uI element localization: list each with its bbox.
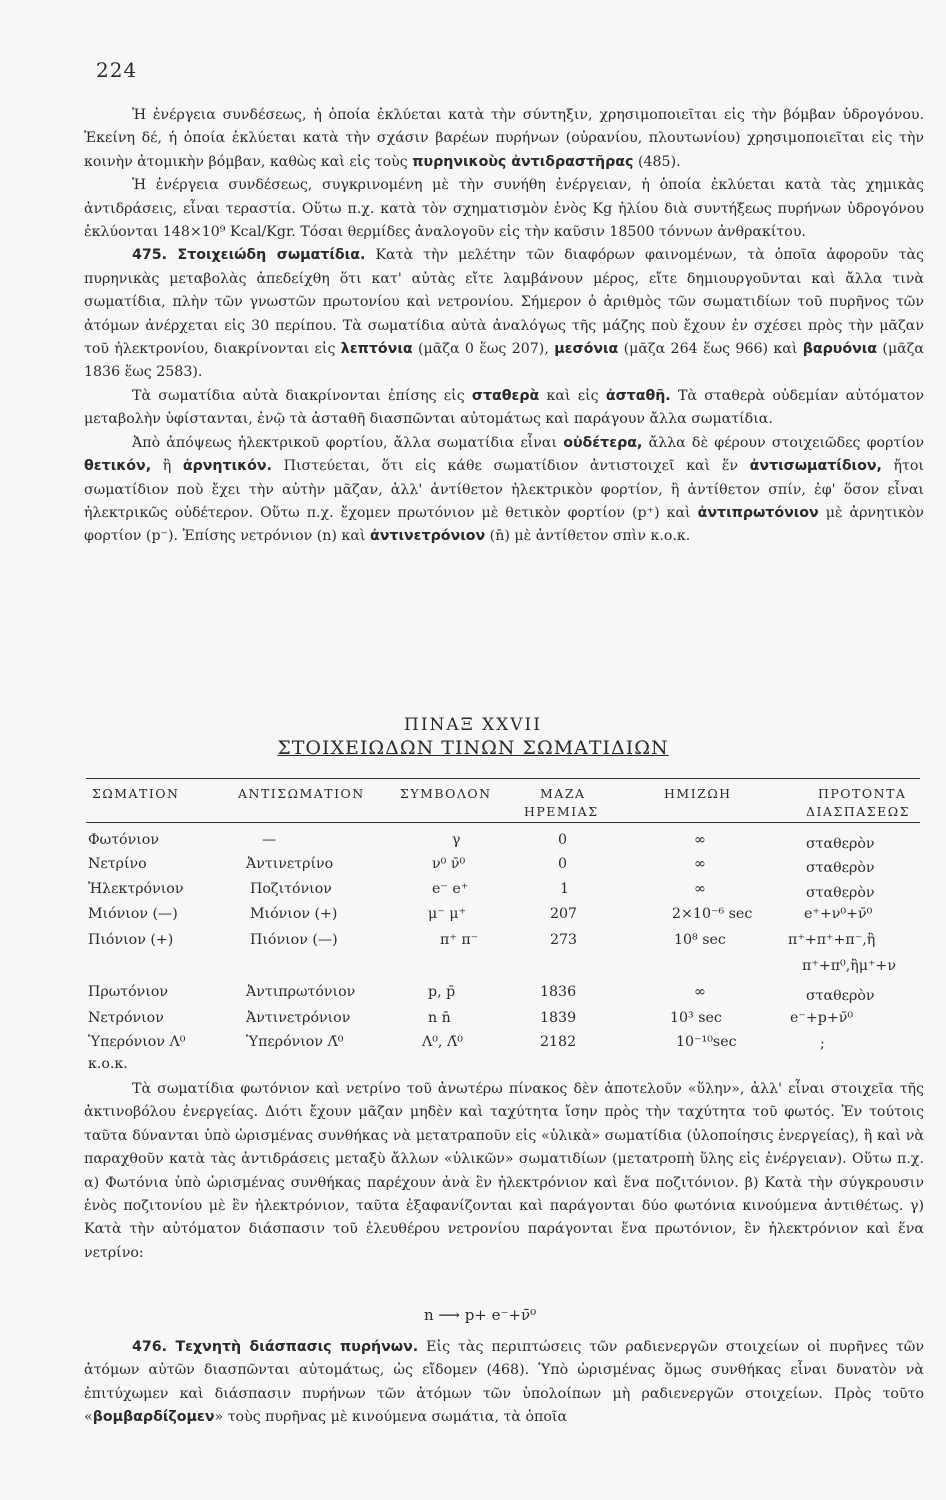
cell-decay-alt: π⁺+π⁰,ἢμ⁺+ν — [802, 958, 896, 974]
cell-particle: Μιόνιον (—) — [88, 906, 178, 922]
table-subtitle: ΣΤΟΙΧΕΙΩΔΩΝ ΤΙΝΩΝ ΣΩΜΑΤΙΔΙΩΝ — [277, 737, 669, 759]
neutron-decay-equation: n ⟶ p+ e⁻+ν̄⁰ — [424, 1306, 537, 1324]
section-476: 476. Τεχνητὴ διάσπασις πυρήνων. Εἰς τὰς περιπτώσεις τῶν ραδιενεργῶν στοιχείων οἱ πυρῆνες τῶν ἀτόμων αὐτῶν διασπῶνται αὐτομάτως, ὡς εἴδομεν (468). Ὑπὸ ὡρισμένας ὅμως συνθήκας εἶναι δυνατὸν νὰ ἐπιτύχωμεν καὶ διάσπασιν πυρήνων τῶν ἀτόμων τῶν ὑπολοίπων μὴ ραδιενεργῶν στοιχείων. Πρὸς τοῦτο «βομβαρδίζομεν» τοὺς πυρῆνας μὲ κινούμενα σωμάτια, τὰ ὁποῖα — [84, 1339, 924, 1426]
cell-antiparticle: Ἀντινετρίνο — [246, 856, 334, 872]
section-476-heading: 476. Τεχνητὴ διάσπασις πυρήνων. — [132, 1339, 419, 1355]
section-475-heading: 475. Στοιχειώδη σωματίδια. — [132, 247, 366, 264]
cell-antiparticle: Πιόνιον (—) — [250, 932, 338, 948]
table-top-rule — [86, 778, 920, 779]
paragraph-stability: Τὰ σωματίδια αὐτὰ διακρίνονται ἐπίσης εἰς σταθερὰ καὶ εἰς ἀσταθῆ. Τὰ σταθερὰ οὐδεμίαν αὐτόματον μεταβολὴν ὑφίστανται, ἐνῷ τὰ ἀσταθῆ διασπῶνται αὐτομάτως καὶ παράγουν ἄλλα σωματίδια. — [84, 387, 925, 428]
header-halflife: ΗΜΙΖΩΗ — [664, 786, 732, 801]
header-mass-rest: ΗΡΕΜΙΑΣ — [524, 804, 599, 819]
cell-halflife: 10⁻¹⁰sec — [676, 1034, 737, 1050]
cell-antiparticle: — — [262, 832, 277, 848]
header-antiparticle: ΑΝΤΙΣΩΜΑΤΙΟΝ — [238, 786, 365, 801]
cell-particle: Ἠλεκτρόνιον — [88, 881, 184, 897]
cell-mass: 0 — [558, 832, 568, 848]
cell-mass: 0 — [558, 856, 568, 872]
cell-particle: Φωτόνιον — [88, 832, 159, 848]
cell-decay: σταθερὸν — [806, 885, 875, 901]
cell-particle: Πιόνιον (+) — [88, 932, 174, 948]
section-475: 475. Στοιχειώδη σωματίδια. Κατὰ τὴν μελέτην τῶν διαφόρων φαινομένων, τὰ ὁποῖα ἀφοροῦν τὰς πυρηνικὰς μεταβολὰς ἀπεδείχθη ὅτι κατ' αὐτὰς εἴτε λαμβάνουν μέρος, εἴτε δημιουργοῦνται καὶ ἄλλα τινὰ σωματίδια, πλὴν τῶν γνωστῶν πρωτονίου καὶ νετρονίου. Σήμερον ὁ ἀριθμὸς τῶν σωματιδίων τοῦ πυρῆνος τῶν ἀτόμων ἀνέρχεται εἰς 30 περίπου. Τὰ σωματίδια αὐτὰ ἀναλόγως τῆς μάζης ποὺ ἔχουν ἐν σχέσει πρὸς τὴν μᾶζαν τοῦ ἠλεκτρονίου, διακρίνονται εἰς λεπτόνια (μᾶζα 0 ἕως 207), μεσόνια (μᾶζα 264 ἕως 966) καὶ βαρυόνια (μᾶζα 1836 ἕως 2583). — [84, 247, 925, 381]
cell-halflife: ∞ — [694, 984, 706, 1000]
cell-halflife: 10³ sec — [670, 1010, 722, 1026]
top-text — [84, 104, 924, 549]
cell-particle: Πρωτόνιον — [88, 984, 169, 1000]
header-decay: ΔΙΑΣΠΑΣΕΩΣ — [806, 804, 910, 819]
cell-particle: Νετρίνο — [88, 856, 147, 872]
cell-mass: 1 — [560, 881, 570, 897]
cell-symbol: Λ⁰, Λ̄⁰ — [422, 1034, 463, 1050]
cell-symbol: γ — [452, 832, 461, 848]
cell-antiparticle: Ποζιτόνιον — [250, 881, 332, 897]
table-header-rule — [86, 822, 920, 823]
cell-halflife: ∞ — [694, 881, 706, 897]
cell-decay: σταθερὸν — [806, 988, 875, 1004]
cell-particle: Ὑπερόνιον Λ⁰ — [88, 1034, 186, 1050]
cell-antiparticle: Ὑπερόνιον Λ̄⁰ — [246, 1034, 344, 1050]
cell-antiparticle: Ἀντιπρωτόνιον — [246, 984, 356, 1000]
cell-halflife: ∞ — [694, 832, 706, 848]
cell-halflife: 10⁸ sec — [674, 932, 726, 948]
paragraph-charge: Ἀπὸ ἀπόψεως ἠλεκτρικοῦ φορτίου, ἄλλα σωματίδια εἶναι οὐδέτερα, ἄλλα δὲ φέρουν στοιχειῶδες φορτίον θετικόν, ἢ ἀρνητικόν. Πιστεύεται, ὅτι εἰς κάθε σωματίδιον ἀντιστοιχεῖ καὶ ἕν ἀντισωματίδιον, ἤτοι σωματίδιον ποὺ ἔχει τὴν αὐτὴν μᾶζαν, ἀλλ' ἀντίθετον ἠλεκτρικὸν φορτίον, ἢ ἀντίθετον σπίν, ἐφ' ὅσον εἶναι ἠλεκτρικῶς οὐδέτερον. Οὕτω π.χ. ἔχομεν πρωτόνιον μὲ θετικὸν φορτίον (p⁺) καὶ ἀντιπρωτόνιον μὲ ἀρνητικὸν φορτίον (p⁻). Ἐπίσης νετρόνιον (n) καὶ ἀντινετρόνιον (n̄) μὲ ἀντίθετον σπὶν κ.ο.κ. — [84, 434, 925, 545]
paragraph-photon-neutrino: Τὰ σωματίδια φωτόνιον καὶ νετρίνο τοῦ ἀνωτέρω πίνακος δὲν ἀποτελοῦν «ὕλην», ἀλλ' εἶναι στοιχεῖα τῆς ἀκτινοβόλου ἐνεργείας. Διότι ἔχουν μᾶζαν μηδὲν καὶ ταχύτητα ἴσην πρὸς τὴν ταχύτητα τοῦ φωτός. Ἐν τούτοις ταῦτα δύνανται ὑπὸ ὡρισμένας συνθήκας νὰ μετατραποῦν εἰς «ὑλικὰ» σωματίδια (ὑλοποίησις ἐνεργείας), ἢ καὶ νὰ παραχθοῦν κατὰ τὰς ἀντιδράσεις μεταξὺ ἄλλων «ὑλικῶν» σωματιδίων (μετατροπὴ ὕλης εἰς ἐνέργειαν). Οὕτω π.χ. α) Φωτόνια ὑπὸ ὡρισμένας συνθήκας παρέχουν ἀνὰ ἓν ἠλεκτρόνιον καὶ ἕνα ποζιτόνιον. β) Κατὰ τὴν σύγκρουσιν ἑνὸς ποζιτονίου μὲ ἓν ἠλεκτρόνιον, ταῦτα ἐξαφανίζονται καὶ παράγονται δύο φωτόνια κινούμενα ἀντιθέτως. γ) Κατὰ τὴν αὐτόματον διάσπασιν τοῦ ἐλευθέρου νετρονίου παράγονται ἕνα πρωτόνιον, ἓν ἠλεκτρόνιον καὶ ἕνα νετρίνο: — [84, 1081, 924, 1261]
cell-symbol: π⁺ π⁻ — [440, 932, 479, 948]
cell-mass: 2182 — [540, 1034, 577, 1050]
cell-decay: e⁺+ν⁰+ν̄⁰ — [804, 906, 873, 922]
cell-decay: π⁺+π⁺+π⁻,ἢ — [788, 932, 876, 948]
after-table-text — [84, 1078, 924, 1265]
cell-decay: ; — [820, 1036, 825, 1052]
page-number: 224 — [96, 58, 138, 82]
paragraph-energy-comparison: Ἡ ἐνέργεια συνδέσεως, συγκρινομένη μὲ τὴν συνήθη ἐνέργειαν, ἡ ὁποία ἐκλύεται κατὰ τὰς χημικὰς ἀντιδράσεις, εἶναι τεραστία. Οὕτω π.χ. κατὰ τὸν σχηματισμὸν ἑνὸς Kg ἡλίου διὰ συντήξεως πυρήνων ὑδρογόνου ἐκλύονται 148×10⁹ Kcal/Kgr. Τόσαι θερμίδες ἀναλογοῦν εἰς τὴν καῦσιν 18500 τόννων ἀνθρακίτου. — [84, 177, 924, 241]
cell-mass: 1839 — [540, 1010, 577, 1026]
cell-symbol: p, p̄ — [428, 984, 456, 1000]
cell-mass: 1836 — [540, 984, 577, 1000]
table-title: ΠΙΝΑΞ XXVII — [404, 715, 542, 735]
cell-antiparticle: Ἀντινετρόνιον — [246, 1010, 351, 1026]
cell-mass: 207 — [550, 906, 578, 922]
cell-symbol: ν⁰ ν̄⁰ — [432, 856, 466, 872]
cell-decay: σταθερὸν — [806, 860, 875, 876]
header-symbol: ΣΥΜΒΟΛΟΝ — [400, 786, 492, 801]
header-mass: ΜΑΖΑ — [540, 786, 586, 801]
paragraph-binding-energy: Ἡ ἐνέργεια συνδέσεως, ἡ ὁποία ἐκλύεται κατὰ τὴν σύντηξιν, χρησιμοποιεῖται εἰς τὴν βόμβαν ὑδρογόνου. Ἐκείνη δέ, ἡ ὁποία ἐκλύεται κατὰ τὴν σχάσιν βαρέων πυρήνων (οὐρανίου, πλουτωνίου) χρησιμοποιεῖται εἰς τὴν κοινὴν ἀτομικὴν βόμβαν, καθὼς καὶ εἰς τοὺς πυρηνικοὺς ἀντιδραστῆρας (485). — [84, 107, 924, 170]
section-476-text — [84, 1336, 924, 1430]
cell-halflife: ∞ — [694, 856, 706, 872]
cell-decay: σταθερὸν — [806, 836, 875, 852]
cell-mass: 273 — [550, 932, 578, 948]
cell-symbol: n n̄ — [428, 1010, 451, 1026]
header-products: ΠΡΟΤΟΝΤΑ — [818, 786, 907, 801]
cell-symbol: e⁻ e⁺ — [432, 881, 469, 897]
cell-antiparticle: Μιόνιον (+) — [250, 906, 338, 922]
header-particle: ΣΩΜΑΤΙΟΝ — [92, 786, 180, 801]
cell-symbol: μ⁻ μ⁺ — [428, 906, 466, 922]
cell-particle: Νετρόνιον — [88, 1010, 164, 1026]
cell-decay: e⁻+p+ν̄⁰ — [790, 1010, 854, 1026]
table-footer-etc: κ.ο.κ. — [88, 1056, 128, 1072]
cell-halflife: 2×10⁻⁶ sec — [672, 906, 753, 922]
